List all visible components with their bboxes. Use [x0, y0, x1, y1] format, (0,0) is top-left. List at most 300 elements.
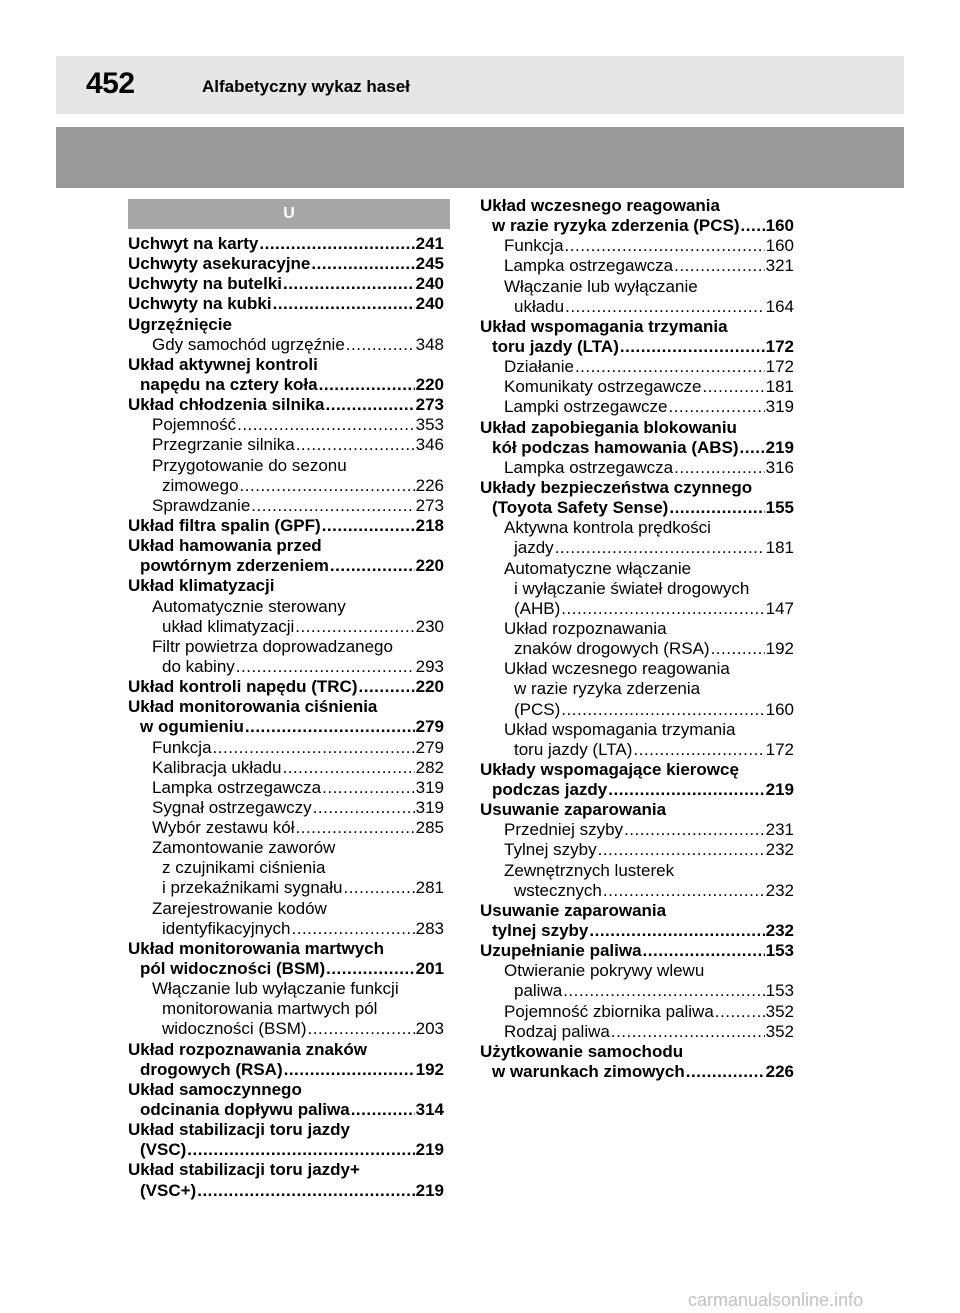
dot-leader	[561, 599, 764, 619]
entry-page-number: 279	[415, 717, 444, 737]
dot-leader	[620, 337, 765, 357]
entry-page-number: 219	[415, 1180, 444, 1200]
entry-text: Układ wspomagania trzymania	[504, 719, 736, 739]
index-entry	[480, 196, 794, 216]
dot-leader	[711, 639, 765, 659]
entry-text: Zarejestrowanie kodów	[152, 898, 327, 918]
index-entry	[128, 597, 444, 617]
dot-leader	[240, 476, 415, 496]
entry-text: Uchwyty na kubki	[128, 294, 272, 314]
entry-text: Układ hamowania przed	[128, 536, 322, 556]
index-entry	[480, 740, 794, 760]
entry-text: napędu na cztery koła	[140, 374, 318, 394]
entry-text: (AHB)	[514, 598, 561, 618]
entry-text: Układ stabilizacji toru jazdy	[128, 1120, 351, 1140]
index-entry	[128, 315, 444, 335]
dot-leader	[213, 738, 415, 758]
entry-text: Wybór zestawu kół	[152, 818, 295, 838]
entry-text: Kalibracja układu	[152, 757, 282, 777]
entry-page-number: 316	[765, 457, 794, 477]
dot-leader	[296, 435, 415, 455]
dot-leader	[326, 959, 415, 979]
entry-text: układ klimatyzacji	[162, 616, 295, 636]
entry-text: Układ monitorowania martwych	[128, 938, 384, 958]
entry-text: toru jazdy (LTA)	[492, 336, 619, 356]
entry-page-number: 153	[765, 941, 794, 961]
entry-page-number: 219	[415, 1140, 444, 1160]
index-entry	[480, 1042, 794, 1062]
entry-text: tylnej szyby	[492, 921, 589, 941]
index-entry	[480, 679, 794, 699]
index-entry	[480, 236, 794, 256]
dot-leader	[295, 617, 414, 637]
index-entry	[128, 1060, 444, 1080]
entry-text: Sygnał ostrzegawczy	[152, 797, 312, 817]
section-letter-bar: U	[128, 199, 450, 229]
dot-leader	[715, 1002, 765, 1022]
index-entry	[128, 1160, 444, 1180]
index-entry	[128, 435, 444, 455]
index-entry	[128, 1181, 444, 1201]
entry-page-number: 281	[415, 878, 444, 898]
entry-page-number: 348	[415, 334, 444, 354]
entry-page-number: 283	[415, 918, 444, 938]
entry-text: układu	[514, 296, 565, 316]
entry-text: Układy wspomagające kierowcę	[480, 759, 739, 779]
entry-page-number: 230	[415, 616, 444, 636]
index-entry	[480, 337, 794, 357]
entry-page-number: 192	[765, 639, 794, 659]
index-entry	[128, 335, 444, 355]
dot-leader	[603, 881, 765, 901]
entry-text: Lampka ostrzegawcza	[152, 777, 322, 797]
entry-text: pól widoczności (BSM)	[140, 959, 326, 979]
dot-leader	[669, 498, 764, 518]
dot-leader	[561, 700, 764, 720]
entry-text: Lampka ostrzegawcza	[504, 457, 674, 477]
entry-text: Usuwanie zaparowania	[480, 800, 667, 820]
entry-page-number: 203	[415, 1019, 444, 1039]
dot-leader	[245, 717, 415, 737]
entry-text: Układ aktywnej kontroli	[128, 354, 318, 374]
entry-page-number: 147	[765, 598, 794, 618]
index-entry	[480, 498, 794, 518]
dot-leader	[282, 758, 414, 778]
entry-page-number: 181	[765, 538, 794, 558]
index-entry	[480, 639, 794, 659]
index-entry	[128, 677, 444, 697]
entry-text: Filtr powietrza doprowadzanego	[152, 636, 393, 656]
entry-page-number: 155	[765, 498, 794, 518]
entry-page-number: 218	[415, 515, 444, 535]
dot-leader	[740, 438, 765, 458]
entry-text: Działanie	[504, 357, 574, 377]
entry-page-number: 160	[765, 236, 794, 256]
index-entry	[480, 619, 794, 639]
dot-leader	[273, 294, 415, 314]
dot-leader	[598, 840, 765, 860]
entry-text: (Toyota Safety Sense)	[492, 498, 669, 518]
index-entry	[128, 858, 444, 878]
entry-text: Układ kontroli napędu (TRC)	[128, 677, 358, 697]
entry-page-number: 314	[415, 1100, 444, 1120]
entry-page-number: 219	[765, 437, 794, 457]
index-entry	[128, 778, 444, 798]
index-column-left	[128, 234, 444, 1201]
dot-leader	[611, 1022, 765, 1042]
index-entry	[480, 659, 794, 679]
entry-page-number: 172	[765, 336, 794, 356]
index-entry	[128, 959, 444, 979]
entry-text: Gdy samochód ugrzęźnie	[152, 334, 345, 354]
index-entry	[128, 798, 444, 818]
entry-text: Układ wczesnego reagowania	[480, 195, 720, 215]
entry-page-number: 319	[415, 797, 444, 817]
entry-text: Pojemność	[152, 415, 237, 435]
entry-text: podczas jazdy	[492, 780, 608, 800]
entry-page-number: 160	[765, 699, 794, 719]
index-entry	[480, 841, 794, 861]
dot-leader	[346, 335, 415, 355]
entry-text: Układ klimatyzacji	[128, 576, 275, 596]
entry-text: Automatyczne włączanie	[504, 558, 692, 578]
entry-text: Pojemność zbiornika paliwa	[504, 1001, 714, 1021]
entry-page-number: 353	[415, 415, 444, 435]
index-entry	[480, 438, 794, 458]
dot-leader	[589, 921, 764, 941]
entry-text: (PCS)	[514, 699, 561, 719]
entry-text: odcinania dopływu paliwa	[140, 1100, 350, 1120]
entry-page-number: 321	[765, 256, 794, 276]
entry-text: i przekaźnikami sygnału	[162, 878, 343, 898]
index-entry	[480, 881, 794, 901]
dot-leader	[311, 254, 414, 274]
index-entry	[480, 256, 794, 276]
entry-text: i wyłączanie świateł drogowych	[514, 578, 750, 598]
entry-text: Lampki ostrzegawcze	[504, 397, 668, 417]
entry-text: widoczności (BSM)	[162, 1019, 307, 1039]
entry-page-number: 153	[765, 981, 794, 1001]
entry-text: Aktywna kontrola prędkości	[504, 518, 711, 538]
entry-text: Włączanie lub wyłączanie funkcji	[152, 979, 399, 999]
entry-text: w razie ryzyka zderzenia (PCS)	[492, 216, 740, 236]
entry-text: Układy bezpieczeństwa czynnego	[480, 477, 753, 497]
entry-text: Komunikaty ostrzegawcze	[504, 377, 702, 397]
entry-text: (VSC)	[140, 1140, 187, 1160]
index-entry	[480, 780, 794, 800]
entry-text: Zewnętrznych lusterek	[504, 860, 675, 880]
entry-text: paliwa	[514, 981, 563, 1001]
entry-text: Usuwanie zaparowania	[480, 900, 667, 920]
index-entry	[128, 717, 444, 737]
entry-text: znaków drogowych (RSA)	[514, 639, 710, 659]
dot-leader	[608, 780, 764, 800]
page-number: 452	[86, 67, 135, 100]
index-entry	[480, 1062, 794, 1082]
entry-text: Rodzaj paliwa	[504, 1021, 610, 1041]
entry-text: Układ rozpoznawania	[504, 618, 667, 638]
index-entry	[128, 838, 444, 858]
page-title: Alfabetyczny wykaz haseł	[202, 77, 410, 96]
entry-text: Uchwyty na butelki	[128, 274, 282, 294]
entry-text: w razie ryzyka zderzenia	[514, 679, 701, 699]
entry-text: Przygotowanie do sezonu	[152, 455, 347, 475]
entry-page-number: 226	[415, 475, 444, 495]
header-band	[56, 127, 904, 188]
entry-text: Ugrzęźnięcie	[128, 314, 232, 334]
entry-page-number: 285	[415, 818, 444, 838]
index-entry	[480, 317, 794, 337]
dot-leader	[668, 397, 764, 417]
entry-page-number: 273	[415, 395, 444, 415]
entry-page-number: 172	[765, 739, 794, 759]
index-entry	[480, 478, 794, 498]
index-entry	[128, 415, 444, 435]
index-entry	[128, 939, 444, 959]
dot-leader	[351, 1100, 415, 1120]
dot-leader	[686, 1062, 765, 1082]
dot-leader	[313, 798, 415, 818]
index-entry	[480, 1022, 794, 1042]
index-entry	[480, 820, 794, 840]
entry-page-number: 319	[415, 777, 444, 797]
index-entry	[128, 556, 444, 576]
entry-text: Otwieranie pokrywy wlewu	[504, 961, 705, 981]
dot-leader	[284, 1060, 415, 1080]
entry-text: kół podczas hamowania (ABS)	[492, 437, 739, 457]
entry-text: Układ filtra spalin (GPF)	[128, 515, 321, 535]
index-entry	[480, 921, 794, 941]
index-entry	[128, 919, 444, 939]
index-entry	[480, 861, 794, 881]
entry-text: wstecznych	[514, 880, 602, 900]
watermark: carmanualsonline.info	[688, 1290, 864, 1310]
dot-leader	[296, 818, 415, 838]
dot-leader	[343, 878, 414, 898]
entry-text: Układ wspomagania trzymania	[480, 316, 728, 336]
entry-text: toru jazdy (LTA)	[514, 739, 633, 759]
dot-leader	[326, 395, 415, 415]
dot-leader	[319, 375, 415, 395]
entry-page-number: 220	[415, 677, 444, 697]
index-entry	[480, 297, 794, 317]
index-entry	[128, 1040, 444, 1060]
dot-leader	[283, 274, 415, 294]
index-entry	[128, 879, 444, 899]
entry-page-number: 192	[415, 1059, 444, 1079]
index-entry	[480, 357, 794, 377]
index-entry	[128, 536, 444, 556]
dot-leader	[563, 981, 764, 1001]
index-entry	[480, 941, 794, 961]
index-entry	[128, 979, 444, 999]
entry-page-number: 346	[415, 435, 444, 455]
dot-leader	[359, 677, 415, 697]
entry-page-number: 164	[765, 296, 794, 316]
entry-page-number: 241	[415, 233, 444, 253]
index-entry	[128, 1120, 444, 1140]
entry-text: Uchwyty asekuracyjne	[128, 254, 311, 274]
entry-text: w ogumieniu	[140, 717, 244, 737]
entry-page-number: 219	[765, 780, 794, 800]
entry-text: Przedniej szyby	[504, 820, 624, 840]
entry-text: Uzupełnianie paliwa	[480, 941, 642, 961]
entry-text: Układ stabilizacji toru jazdy+	[128, 1160, 360, 1180]
index-entry	[128, 496, 444, 516]
entry-text: Automatycznie sterowany	[152, 596, 346, 616]
index-entry	[480, 397, 794, 417]
entry-page-number: 232	[765, 921, 794, 941]
entry-text: Układ monitorowania ciśnienia	[128, 697, 378, 717]
index-entry	[480, 559, 794, 579]
entry-text: Układ zapobiegania blokowaniu	[480, 417, 737, 437]
index-entry	[128, 516, 444, 536]
entry-page-number: 245	[415, 254, 444, 274]
entry-page-number: 172	[765, 357, 794, 377]
index-entry	[128, 274, 444, 294]
entry-page-number: 352	[765, 1021, 794, 1041]
index-entry	[128, 355, 444, 375]
index-entry	[480, 901, 794, 921]
index-entry	[128, 999, 444, 1019]
entry-text: monitorowania martwych pól	[162, 999, 378, 1019]
dot-leader	[702, 377, 764, 397]
index-entry	[128, 254, 444, 274]
index-entry	[128, 657, 444, 677]
dot-leader	[674, 256, 764, 276]
dot-leader	[236, 657, 415, 677]
index-entry	[480, 1002, 794, 1022]
entry-page-number: 279	[415, 737, 444, 757]
entry-page-number: 293	[415, 656, 444, 676]
entry-page-number: 232	[765, 880, 794, 900]
entry-page-number: 220	[415, 556, 444, 576]
entry-text: Układ samoczynnego	[128, 1079, 302, 1099]
dot-leader	[643, 941, 765, 961]
index-entry	[128, 375, 444, 395]
dot-leader	[674, 458, 764, 478]
index-entry	[128, 697, 444, 717]
index-entry	[480, 579, 794, 599]
dot-leader	[237, 415, 415, 435]
dot-leader	[308, 1019, 415, 1039]
entry-page-number: 181	[765, 377, 794, 397]
dot-leader	[251, 496, 414, 516]
dot-leader	[741, 216, 765, 236]
dot-leader	[322, 516, 415, 536]
index-entry	[128, 899, 444, 919]
index-entry	[128, 1140, 444, 1160]
entry-page-number: 352	[765, 1001, 794, 1021]
dot-leader	[292, 919, 415, 939]
index-entry	[480, 418, 794, 438]
index-entry	[480, 377, 794, 397]
index-entry	[128, 1100, 444, 1120]
index-column-right	[480, 196, 794, 1082]
entry-page-number: 240	[415, 294, 444, 314]
entry-text: z czujnikami ciśnienia	[162, 858, 326, 878]
index-entry	[480, 760, 794, 780]
index-entry	[480, 961, 794, 981]
entry-page-number: 282	[415, 757, 444, 777]
entry-page-number: 201	[415, 959, 444, 979]
index-entry	[128, 1080, 444, 1100]
dot-leader	[197, 1181, 414, 1201]
index-entry	[480, 599, 794, 619]
index-entry	[480, 458, 794, 478]
entry-page-number: 160	[765, 216, 794, 236]
entry-page-number: 226	[765, 1062, 794, 1082]
dot-leader	[330, 556, 415, 576]
page-header	[56, 56, 904, 114]
index-entry	[480, 981, 794, 1001]
index-entry	[128, 617, 444, 637]
index-entry	[128, 476, 444, 496]
index-entry	[480, 277, 794, 297]
index-entry	[480, 720, 794, 740]
index-entry	[128, 395, 444, 415]
index-entry	[128, 758, 444, 778]
entry-text: Lampka ostrzegawcza	[504, 256, 674, 276]
entry-text: Przegrzanie silnika	[152, 435, 295, 455]
index-entry	[128, 234, 444, 254]
entry-text: Układ chłodzenia silnika	[128, 395, 325, 415]
entry-text: Tylnej szyby	[504, 840, 597, 860]
entry-page-number: 273	[415, 495, 444, 515]
dot-leader	[624, 820, 765, 840]
entry-page-number: 319	[765, 397, 794, 417]
index-entry	[480, 800, 794, 820]
entry-page-number: 220	[415, 374, 444, 394]
entry-text: Układ rozpoznawania znaków	[128, 1039, 367, 1059]
dot-leader	[187, 1140, 414, 1160]
index-entry	[128, 1019, 444, 1039]
entry-text: w warunkach zimowych	[492, 1062, 685, 1082]
entry-text: Funkcja	[504, 236, 564, 256]
entry-page-number: 232	[765, 840, 794, 860]
index-entry	[128, 738, 444, 758]
dot-leader	[555, 538, 765, 558]
entry-text: drogowych (RSA)	[140, 1059, 283, 1079]
index-entry	[128, 637, 444, 657]
entry-text: Zamontowanie zaworów	[152, 838, 336, 858]
entry-page-number: 231	[765, 820, 794, 840]
entry-text: Włączanie lub wyłączanie	[504, 276, 698, 296]
entry-text: identyfikacyjnych	[162, 918, 291, 938]
entry-text: Uchwyt na karty	[128, 233, 259, 253]
entry-text: Sprawdzanie	[152, 495, 251, 515]
entry-text: Funkcja	[152, 737, 212, 757]
index-entry	[128, 456, 444, 476]
index-entry	[480, 216, 794, 236]
index-entry	[480, 700, 794, 720]
index-entry	[128, 818, 444, 838]
dot-leader	[575, 357, 765, 377]
dot-leader	[259, 234, 414, 254]
dot-leader	[633, 740, 764, 760]
dot-leader	[565, 297, 765, 317]
dot-leader	[565, 236, 765, 256]
entry-text: Układ wczesnego reagowania	[504, 659, 730, 679]
index-entry	[128, 576, 444, 596]
entry-page-number: 240	[415, 274, 444, 294]
entry-text: zimowego	[162, 475, 239, 495]
entry-text: jazdy	[514, 538, 554, 558]
index-entry	[128, 294, 444, 314]
dot-leader	[322, 778, 414, 798]
entry-text: powtórnym zderzeniem	[140, 556, 329, 576]
index-entry	[480, 518, 794, 538]
